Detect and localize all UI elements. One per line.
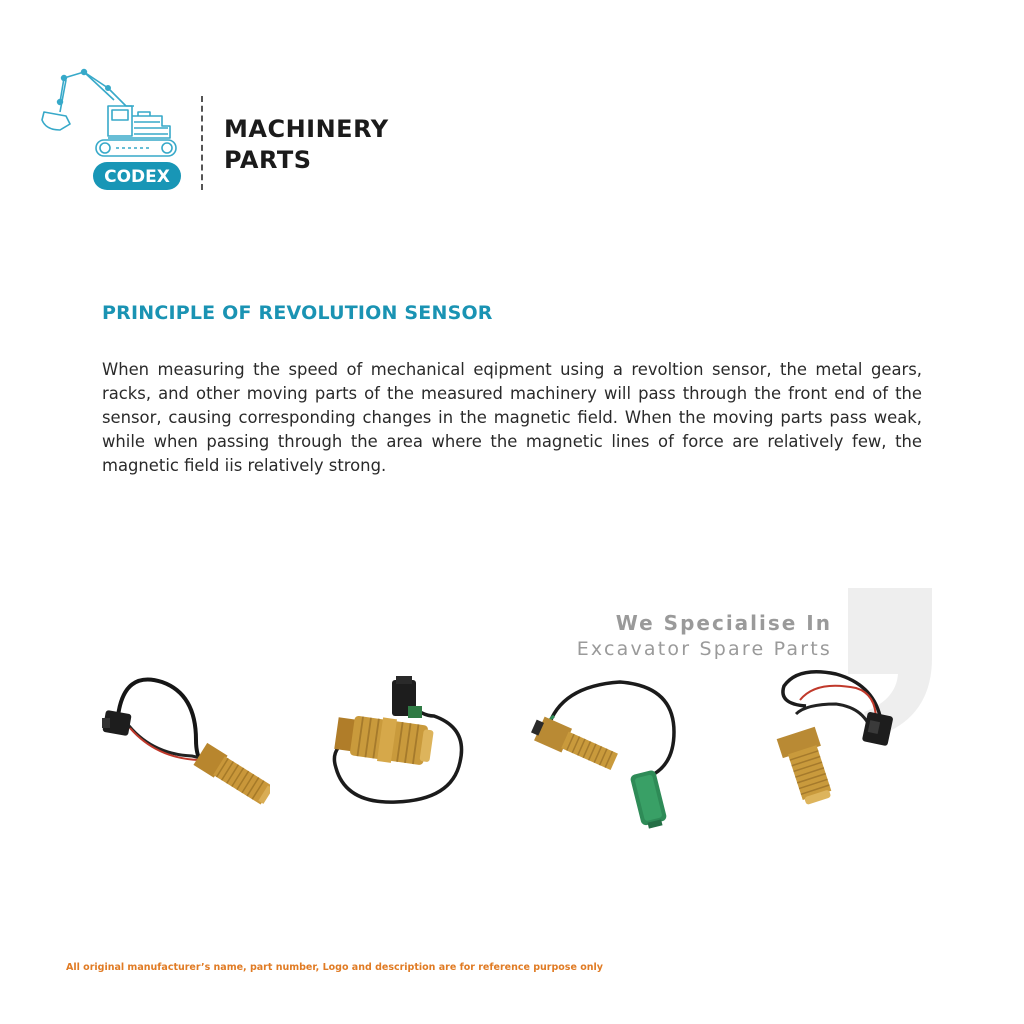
revolution-sensor-4-image	[776, 664, 896, 812]
revolution-sensor-3-image	[524, 676, 684, 832]
brand-line-2: PARTS	[224, 146, 312, 174]
brand-line-1: MACHINERY	[224, 115, 389, 143]
tagline-line-1: We Specialise In	[615, 611, 832, 635]
tagline	[577, 610, 832, 662]
tagline-line-2: Excavator Spare Parts	[576, 638, 832, 660]
logo-badge-text: CODEX	[104, 167, 170, 187]
brand-title	[224, 114, 389, 176]
revolution-sensor-1-image	[100, 670, 270, 810]
footer-disclaimer: All original manufacturer’s name, part number, Logo and description are for reference purpose only	[66, 962, 603, 973]
revolution-sensor-2-image	[326, 676, 476, 816]
section-paragraph: When measuring the speed of mechanical eqipment using a revoltion sensor, the metal gears, racks, and other moving parts of the measured machinery will pass through the front end of the sensor, causing corresponding changes in the magnetic field. When the moving parts pass weak, while when passing through the area where the magnetic lines of force are relatively few, the magnetic field iis relatively strong.	[102, 360, 922, 475]
section-title: PRINCIPLE OF REVOLUTION SENSOR	[102, 302, 493, 324]
codex-excavator-logo	[38, 66, 188, 194]
header-divider	[201, 96, 203, 190]
